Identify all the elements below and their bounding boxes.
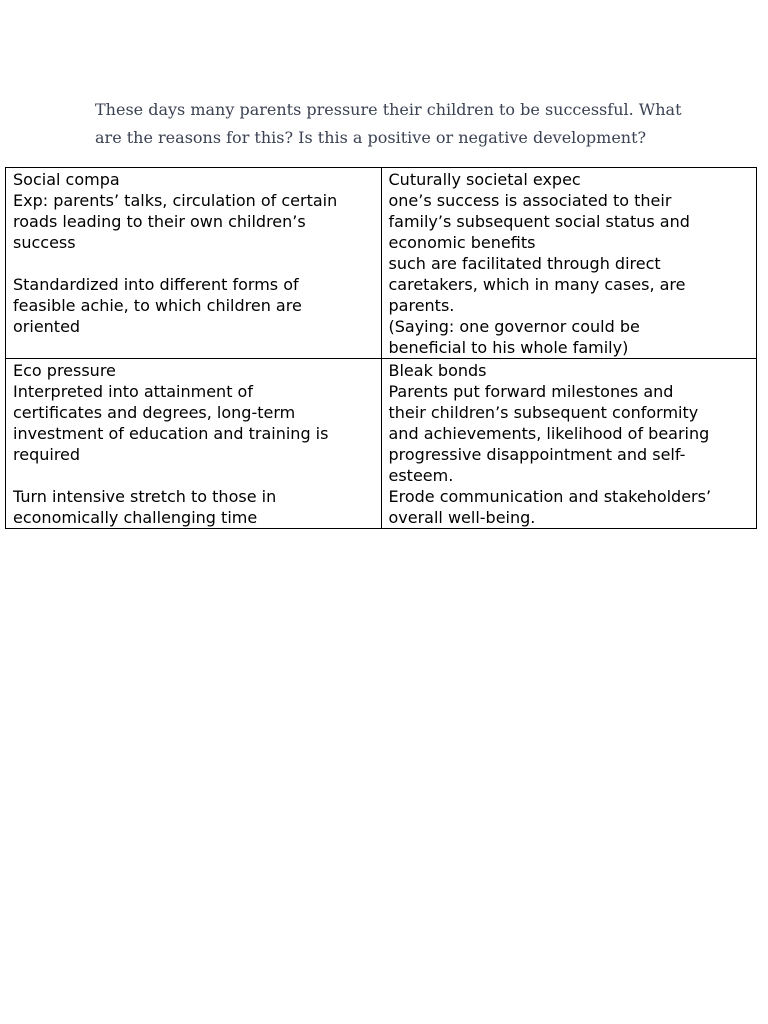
cell-text: economically challenging time <box>13 508 258 527</box>
table-row <box>6 168 757 359</box>
cell-text: certificates and degrees, long-term <box>13 403 296 422</box>
cell-text: their children’s subsequent conformity <box>388 403 699 422</box>
cell-text: Exp: parents’ talks, circulation of certain <box>13 191 338 210</box>
cell-text: such are facilitated through direct <box>388 254 661 273</box>
cell-text: and achievements, likelihood of bearing <box>388 424 710 443</box>
prompt-line: are the reasons for this? Is this a positive or negative development? <box>95 128 647 147</box>
notes-table <box>5 167 757 529</box>
cell-text: parents. <box>388 296 455 315</box>
cell-text: Interpreted into attainment of <box>13 382 253 401</box>
cell-heading: Eco pressure <box>13 361 116 380</box>
cell-text: Standardized into different forms of <box>13 275 299 294</box>
blank-line <box>13 253 377 274</box>
cell-text: caretakers, which in many cases, are <box>388 275 686 294</box>
cell-text: economic benefits <box>388 233 536 252</box>
prompt-line: These days many parents pressure their children to be successful. What <box>95 100 682 119</box>
cell-text: Turn intensive stretch to those in <box>13 487 277 506</box>
cell-text: roads leading to their own children’s <box>13 212 306 231</box>
blank-line <box>13 465 377 486</box>
cell-text: Parents put forward milestones and <box>388 382 674 401</box>
cell-heading: Bleak bonds <box>388 361 487 380</box>
cell-heading: Social compa <box>13 170 120 189</box>
cell-text: family’s subsequent social status and <box>388 212 690 231</box>
cell-text: oriented <box>13 317 81 336</box>
cell-text: required <box>13 445 81 464</box>
cell-text: feasible achie, to which children are <box>13 296 302 315</box>
table-row <box>6 359 757 529</box>
cell-text: (Saying: one governor could be <box>388 317 640 336</box>
cell-cultural-expectations <box>381 168 757 359</box>
cell-text: beneficial to his whole family) <box>388 338 629 357</box>
cell-economic-pressure <box>6 359 382 529</box>
cell-text: success <box>13 233 76 252</box>
cell-text: overall well-being. <box>388 508 536 527</box>
cell-text: progressive disappointment and self- <box>388 445 686 464</box>
cell-bleak-bonds <box>381 359 757 529</box>
cell-text: investment of education and training is <box>13 424 329 443</box>
cell-text: one’s success is associated to their <box>388 191 672 210</box>
cell-text: esteem. <box>388 466 454 485</box>
cell-text: Erode communication and stakeholders’ <box>388 487 712 506</box>
essay-prompt <box>95 96 705 152</box>
cell-social-comparison <box>6 168 382 359</box>
cell-heading: Cuturally societal expec <box>388 170 581 189</box>
